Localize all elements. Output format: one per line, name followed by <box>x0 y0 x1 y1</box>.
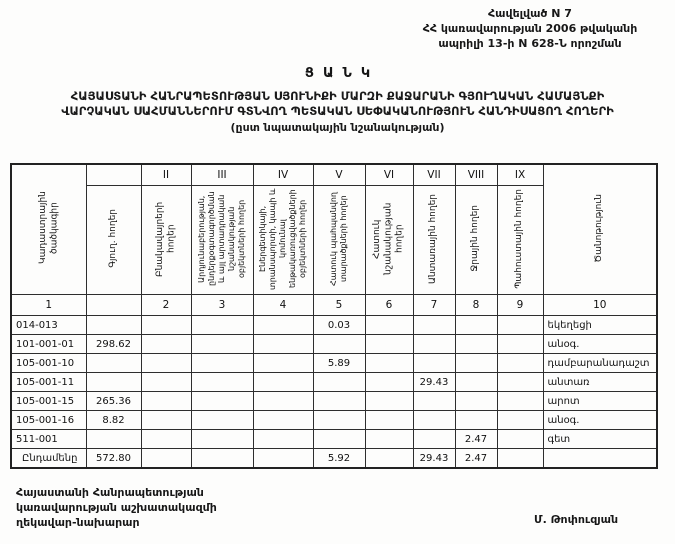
area-value-cell <box>365 392 413 411</box>
cadastral-code-cell: 101-001-01 <box>11 335 86 354</box>
area-value-cell: 8.82 <box>86 411 141 430</box>
area-value-cell <box>191 449 253 469</box>
total-label-cell: Ընդամենը <box>11 449 86 469</box>
area-value-cell <box>141 373 191 392</box>
area-value-cell <box>313 335 365 354</box>
area-value-cell <box>455 354 497 373</box>
area-value-cell <box>253 335 313 354</box>
column-number-cell: 8 <box>455 295 497 316</box>
cadastral-code-cell: 105-001-15 <box>11 392 86 411</box>
area-value-cell <box>253 316 313 335</box>
area-value-cell <box>86 373 141 392</box>
area-value-cell <box>141 449 191 469</box>
area-value-cell <box>141 430 191 449</box>
area-value-cell <box>413 335 455 354</box>
area-value-cell <box>191 335 253 354</box>
note-cell: անտառ <box>543 373 657 392</box>
appendix-line: ՀՀ կառավարության 2006 թվականի <box>422 22 638 35</box>
area-value-cell <box>141 354 191 373</box>
area-value-cell <box>497 373 543 392</box>
area-value-cell <box>86 430 141 449</box>
note-header-label: Ծանոթություն <box>594 193 605 263</box>
table-row <box>11 430 657 449</box>
cadastral-code-cell: 105-001-10 <box>11 354 86 373</box>
roman-numeral-cell <box>86 164 141 186</box>
area-value-cell <box>191 354 253 373</box>
note-cell: գետ <box>543 430 657 449</box>
column-number-cell: 7 <box>413 295 455 316</box>
area-value-cell <box>191 411 253 430</box>
roman-numeral-cell: IV <box>253 164 313 186</box>
area-value-cell <box>365 449 413 469</box>
subtitle-line-1: ՀԱՅԱՍՏԱՆԻ ՀԱՆՐԱՊԵՏՈՒԹՅԱՆ ՍՅՈՒՆԻՔԻ ՄԱՐԶԻ ՔԱՋԱՐԱՆԻ ԳՅՈՒՂԱԿԱՆ ՀԱՄԱՅՆՔԻ <box>70 89 605 103</box>
table-row <box>11 373 657 392</box>
column-header-reserve: Պահուստային հողեր <box>497 186 543 295</box>
area-value-cell <box>455 335 497 354</box>
cadastral-code-header <box>11 164 86 295</box>
cadastral-code-header-label: Կադաստրային ծածկագիր <box>37 191 59 265</box>
area-value-cell <box>455 316 497 335</box>
area-value-cell <box>455 373 497 392</box>
area-value-cell <box>253 373 313 392</box>
area-value-cell <box>141 316 191 335</box>
area-value-cell: 5.89 <box>313 354 365 373</box>
column-number-cell: 2 <box>141 295 191 316</box>
column-number-cell: 6 <box>365 295 413 316</box>
footer-line: կառավարության աշխատակազմի <box>16 501 217 514</box>
appendix-line: Հավելված N 7 <box>488 7 572 20</box>
column-header-industrial: Արդյունաբերության, ընդերքօգտագործման և այլ արտադրական նշանակության օբյեկտների հողեր <box>191 186 253 295</box>
roman-numeral-cell: III <box>191 164 253 186</box>
area-value-cell <box>313 392 365 411</box>
cadastral-code-cell: 511-001 <box>11 430 86 449</box>
area-value-cell <box>253 392 313 411</box>
area-value-cell <box>365 335 413 354</box>
note-cell: արոտ <box>543 392 657 411</box>
area-value-cell <box>253 411 313 430</box>
column-header-forest: Անտառային հողեր <box>413 186 455 295</box>
area-value-cell <box>497 392 543 411</box>
column-header-infrastructure: Էներգետիկայի, տրանսպորտի, կապի և կոմունալ ենթակառուցվածքների օբյեկտների հողեր <box>253 186 313 295</box>
column-header-agricultural: Գյուղ. հողեր <box>86 186 141 295</box>
area-value-cell: 2.47 <box>455 430 497 449</box>
note-cell: դամբարանադաշտ <box>543 354 657 373</box>
note-cell: անօգ. <box>543 411 657 430</box>
column-header-settlement: Բնակավայրերի հողեր <box>141 186 191 295</box>
roman-numeral-cell: VIII <box>455 164 497 186</box>
column-header-water: Ջրային հողեր <box>455 186 497 295</box>
cadastral-code-cell: 105-001-16 <box>11 411 86 430</box>
appendix-note <box>390 6 670 51</box>
note-cell: անօգ. <box>543 335 657 354</box>
area-value-cell <box>413 411 455 430</box>
roman-numeral-cell: VI <box>365 164 413 186</box>
area-value-cell: 2.47 <box>455 449 497 469</box>
area-value-cell <box>253 430 313 449</box>
table-row <box>11 316 657 335</box>
signature-name: Մ. Թոփուզյան <box>534 513 619 526</box>
column-number-cell: 10 <box>543 295 657 316</box>
cadastral-code-cell: 014-013 <box>11 316 86 335</box>
subtitle-line-3: (ըստ նպատակային նշանակության) <box>230 121 445 134</box>
column-number-cell: 1 <box>11 295 86 316</box>
area-value-cell <box>497 449 543 469</box>
area-value-cell <box>191 430 253 449</box>
area-value-cell <box>365 373 413 392</box>
area-value-cell <box>191 316 253 335</box>
area-value-cell: 5.92 <box>313 449 365 469</box>
area-value-cell <box>497 316 543 335</box>
area-value-cell <box>313 373 365 392</box>
table-row <box>11 354 657 373</box>
appendix-line: ապրիլի 13-ի N 628-Ն որոշման <box>438 37 622 50</box>
area-value-cell <box>141 411 191 430</box>
document-title: ՑԱՆԿ <box>304 66 380 81</box>
roman-numeral-cell: V <box>313 164 365 186</box>
area-value-cell: 29.43 <box>413 449 455 469</box>
area-value-cell <box>365 411 413 430</box>
area-value-cell <box>191 373 253 392</box>
column-number-cell: 9 <box>497 295 543 316</box>
footer-organization <box>16 485 217 530</box>
area-value-cell: 572.80 <box>86 449 141 469</box>
area-value-cell <box>413 430 455 449</box>
column-number-cell <box>86 295 141 316</box>
roman-numeral-cell: II <box>141 164 191 186</box>
area-value-cell <box>253 354 313 373</box>
area-value-cell <box>497 335 543 354</box>
area-value-cell <box>365 354 413 373</box>
area-value-cell <box>86 316 141 335</box>
area-value-cell <box>191 392 253 411</box>
area-value-cell <box>313 430 365 449</box>
column-number-cell: 5 <box>313 295 365 316</box>
note-cell: եկեղեցի <box>543 316 657 335</box>
area-value-cell: 265.36 <box>86 392 141 411</box>
area-value-cell <box>455 392 497 411</box>
footer-line: ղեկավար-նախարար <box>16 516 140 529</box>
column-number-cell: 4 <box>253 295 313 316</box>
roman-numeral-row <box>11 164 657 186</box>
area-value-cell: 0.03 <box>313 316 365 335</box>
column-header-special: Հատուկ նշանակության հողեր <box>365 186 413 295</box>
area-value-cell <box>497 354 543 373</box>
land-table <box>10 163 658 469</box>
column-number-row <box>11 295 657 316</box>
table-row <box>11 335 657 354</box>
table-row <box>11 411 657 430</box>
table-header <box>11 164 657 316</box>
area-value-cell <box>365 316 413 335</box>
area-value-cell <box>86 354 141 373</box>
roman-numeral-cell: IX <box>497 164 543 186</box>
area-value-cell <box>455 411 497 430</box>
area-value-cell <box>497 430 543 449</box>
total-row <box>11 449 657 469</box>
area-value-cell <box>365 430 413 449</box>
area-value-cell <box>313 411 365 430</box>
area-value-cell: 298.62 <box>86 335 141 354</box>
area-value-cell <box>413 392 455 411</box>
area-value-cell <box>497 411 543 430</box>
area-value-cell <box>253 449 313 469</box>
area-value-cell: 29.43 <box>413 373 455 392</box>
note-header <box>543 164 657 295</box>
table-row <box>11 392 657 411</box>
column-number-cell: 3 <box>191 295 253 316</box>
area-value-cell <box>141 335 191 354</box>
area-value-cell <box>413 316 455 335</box>
area-value-cell <box>413 354 455 373</box>
area-value-cell <box>141 392 191 411</box>
footer-line: Հայաստանի Հանրապետության <box>16 486 204 499</box>
subtitle-line-2: ՎԱՐՉԱԿԱՆ ՍԱՀՄԱՆՆԵՐՈՒՄ ԳՏՆՎՈՂ ՊԵՏԱԿԱՆ ՍԵՓԱԿԱՆՈՒԹՅՈՒՆ ՀԱՆԴԻՍԱՑՈՂ ՀՈՂԵՐԻ <box>61 104 614 118</box>
note-cell <box>543 449 657 469</box>
table-body <box>11 316 657 469</box>
roman-numeral-cell: VII <box>413 164 455 186</box>
column-header-protected: Հատուկ պահպանվող տարածքների հողեր <box>313 186 365 295</box>
cadastral-code-cell: 105-001-11 <box>11 373 86 392</box>
